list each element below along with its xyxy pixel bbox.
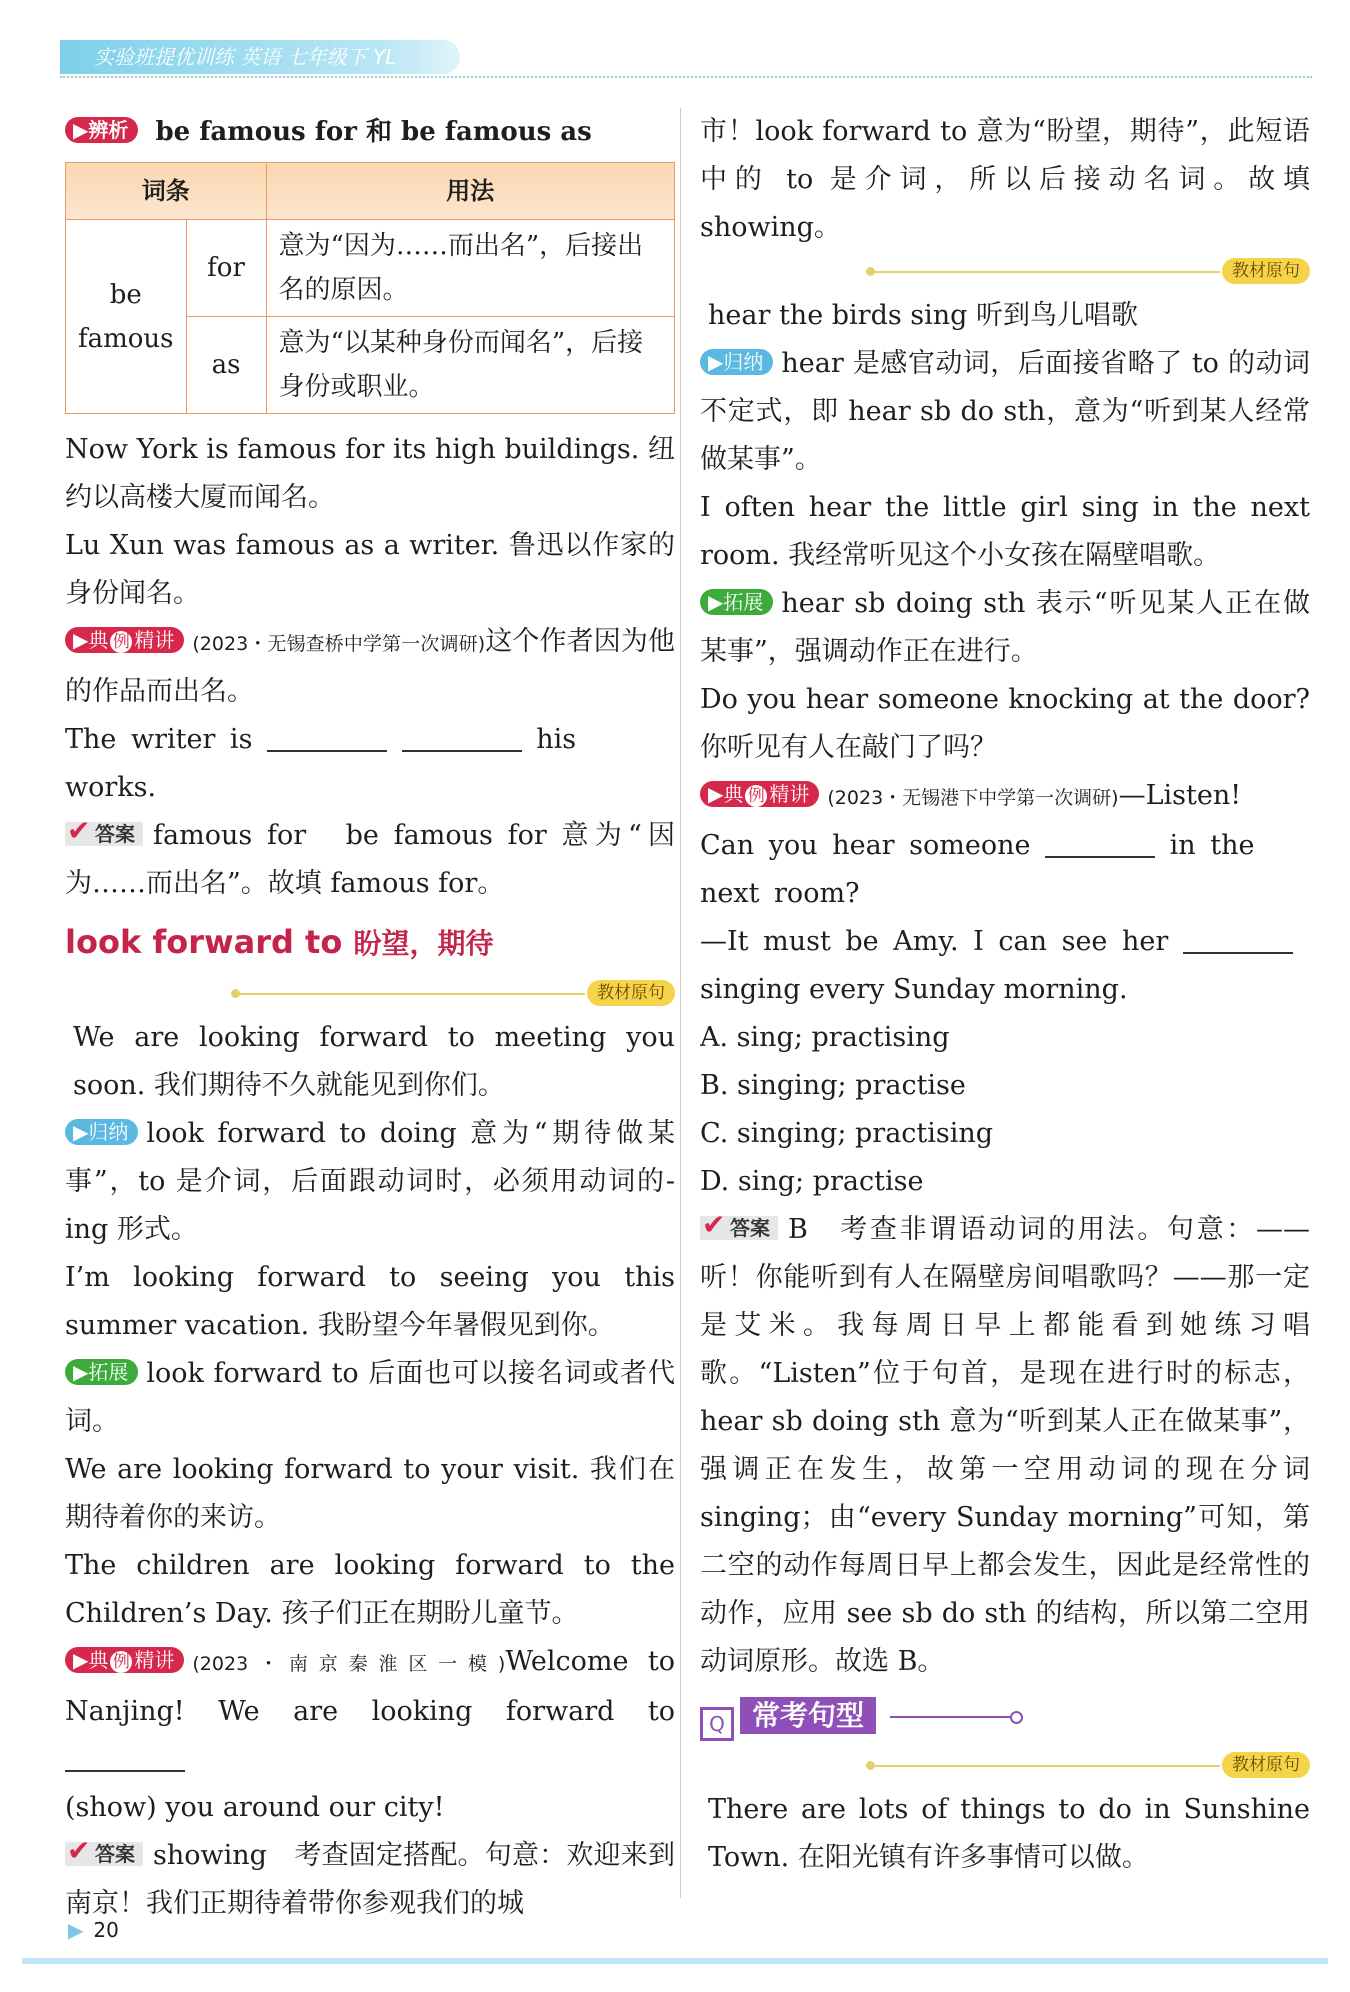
orig-label: 教材原句 [587,980,675,1006]
question-source: (2023・无锡港下中学第一次调研) [827,787,1119,809]
orig-label: 教材原句 [1222,1752,1310,1778]
table-term: be famous [66,220,187,414]
book-search-icon: Q [700,1707,734,1741]
option-a[interactable]: A. sing; practising [700,1022,950,1053]
table-prep: for [186,220,266,317]
question-line: singing every Sunday morning. [700,974,1128,1005]
question-source: (2023・无锡查桥中学第一次调研) [192,633,486,655]
answer-blank[interactable] [1045,830,1155,858]
table-head-usage: 用法 [266,163,674,220]
textbook-original-divider [700,1746,1310,1786]
guina-note: ▶归纳 hear 是感官动词，后面接省略了 to 的动词不定式，即 hear sb do sth，意为“听到某人经常做某事”。 [700,348,1310,475]
dianli-tag: ▶典 例 精讲 [65,1647,184,1673]
original-sentence: There are lots of things to do in Sunshine Town. 在阳光镇有许多事情可以做。 [708,1794,1310,1873]
example-question [65,618,675,716]
answer-tag: ✔ 答案 [65,1842,143,1866]
example-question: ▶典 例 精讲 (2023・南京秦淮区一模)Welcome to Nanjing! We are looking forward to [65,1638,675,1784]
answer-blank[interactable] [402,724,522,752]
check-icon: ✔ [67,1834,91,1867]
question-line: (show) you around our city! [65,1792,445,1823]
dianli-tag: ▶典 例 精讲 [700,781,819,807]
tuozhan-tag: ▶拓展 [700,589,773,615]
question-source: (2023・南京秦淮区一模) [192,1653,506,1675]
bianxi-tag: ▶辨析 [65,117,138,143]
original-sentence: We are looking forward to meeting you soon. 我们期待不久就能见到你们。 [73,1022,675,1101]
column-divider [680,108,681,1898]
guina-tag: ▶归纳 [700,349,773,375]
section-title: look forward to 盼望，期待 [65,923,494,961]
original-sentence: hear the birds sing 听到鸟儿唱歌 [708,300,1139,331]
answer-tag: ✔ 答案 [700,1216,778,1240]
question-line: —It must be Amy. I can see her [700,918,1310,966]
answer-blank[interactable] [1183,926,1293,954]
example-sentence: Do you hear someone knocking at the door? 你听见有人在敲门了吗？ [700,684,1310,763]
guina-note: ▶归纳 look forward to doing 意为“期待做某事”，to 是介词，后面跟动词时，必须用动词的-ing 形式。 [65,1118,675,1245]
answer-block: ✔ 答案 showing 考查固定搭配。句意：欢迎来到南京！我们正期待着带你参观我们的城 [65,1834,675,1919]
answer-block: ✔ 答案 B 考查非谓语动词的用法。句意：——听！你能听到有人在隔壁房间唱歌吗？——那一定是艾米。我每周日早上都能看到她练习唱歌。“Listen”位于句首，是现在进行时的标志，hear sb doing sth 意为“听到某人正在做某事”，强调正在发生，故第一空用动词的现在分词 singing；由“every Sunday morning”可知，第二空的动作每周日早上都会发生，因此是经常性的动作，应用 see sb do sth 的结构，所以第二空用动词原形。故选 B。 [700,1208,1310,1677]
orig-label: 教材原句 [1222,258,1310,284]
bianxi-heading: ▶辨析 be famous for 和 be famous as [65,108,675,156]
example-sentence: The children are looking forward to the Children’s Day. 孩子们正在期盼儿童节。 [65,1550,675,1629]
answer-tag: ✔ 答案 [65,822,143,846]
textbook-original-divider [65,974,675,1014]
header-rule [60,76,1312,78]
tuozhan-note: ▶拓展 hear sb doing sth 表示“听见某人正在做某事”，强调动作正在进行。 [700,588,1310,667]
table-usage: 意为“以某种身份而闻名”，后接身份或职业。 [266,317,674,414]
option-c[interactable]: C. singing; practising [700,1118,994,1149]
tuozhan-note: ▶拓展 look forward to 后面也可以接名词或者代词。 [65,1358,675,1437]
option-d[interactable]: D. sing; practise [700,1166,924,1197]
example-sentence: We are looking forward to your visit. 我们在期待着你的来访。 [65,1454,675,1533]
table-head-term: 词条 [66,163,267,220]
table-usage: 意为“因为……而出名”，后接出名的原因。 [266,220,674,317]
dianli-tag: ▶典 例 精讲 [65,627,184,653]
answer-blank[interactable] [267,724,387,752]
right-column [700,108,1310,1882]
usage-table [65,162,675,414]
page-number: ▶ 20 [68,1918,119,1942]
example-sentence: Lu Xun was famous as a writer. 鲁迅以作家的身份闻名。 [65,530,675,609]
check-icon: ✔ [67,814,91,847]
question-line: Can you hear someone in the next room? [700,830,1255,909]
left-column [65,108,675,1928]
example-question: ▶典 例 精讲 (2023・无锡港下中学第一次调研)—Listen! [700,772,1310,822]
option-b[interactable]: B. singing; practise [700,1070,966,1101]
textbook-original-divider [700,252,1310,292]
answer-block: ✔ 答案 famous for be famous for 意为“因为……而出名”。故填 famous for。 [65,814,675,899]
answer-blank[interactable] [65,1744,185,1772]
question-line: The writer is his works. [65,724,577,803]
footer-bar [22,1958,1328,1964]
example-sentence: I often hear the little girl sing in the next room. 我经常听见这个小女孩在隔壁唱歌。 [700,492,1310,571]
answer-continued: 市！look forward to 意为“盼望，期待”，此短语中的 to 是介词，所以后接动名词。故填 showing。 [700,116,1310,243]
section-heading-common-patterns: Q 常考句型 [700,1686,1310,1746]
check-icon: ✔ [702,1208,726,1241]
page-header: 实验班提优训练 英语 七年级下 YL [60,40,460,74]
question-stem: 这个作者因为他的作品而出名。 [65,626,676,707]
tuozhan-tag: ▶拓展 [65,1359,138,1385]
guina-tag: ▶归纳 [65,1119,138,1145]
example-sentence: Now York is famous for its high buildings. 纽约以高楼大厦而闻名。 [65,434,675,513]
table-prep: as [186,317,266,414]
example-sentence: I’m looking forward to seeing you this summer vacation. 我盼望今年暑假见到你。 [65,1262,675,1341]
